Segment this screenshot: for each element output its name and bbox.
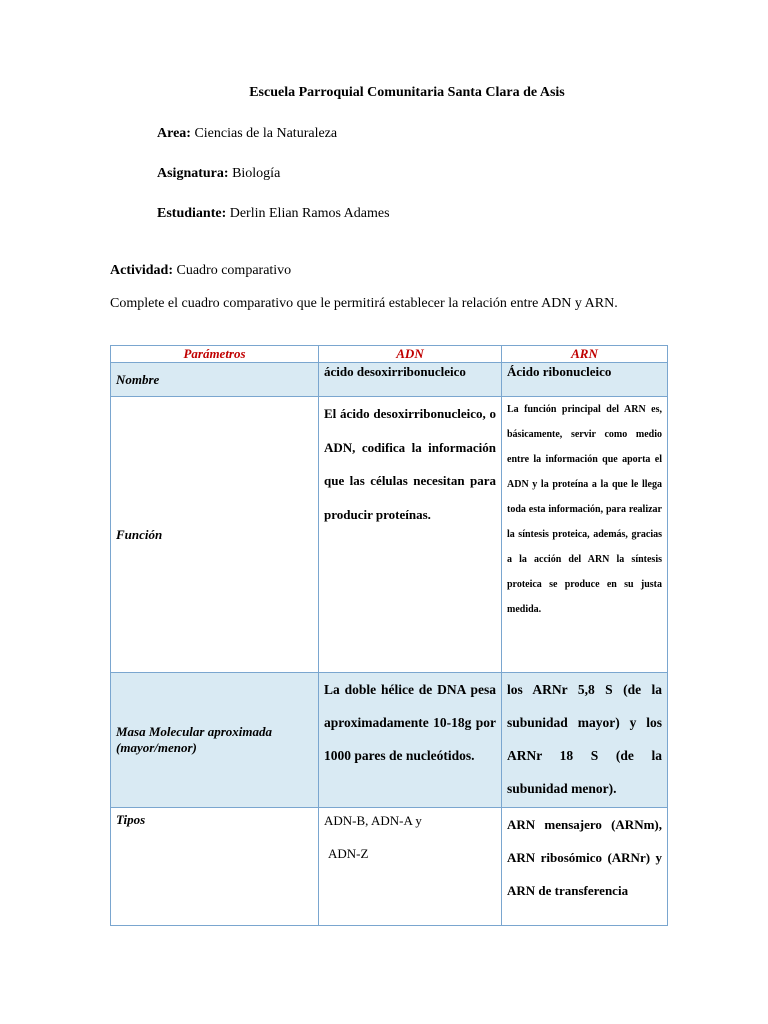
arn-funcion: La función principal del ARN es, básicamente, servir como medio entre la información que aporta el ADN y la proteína a la que le llega toda esta información, para realizar la síntesis proteica, además, gracias a la acción del ARN la síntesis proteica se produce en su justa medida.: [502, 397, 668, 673]
header-adn: ADN: [319, 346, 502, 363]
school-title: Escuela Parroquial Comunitaria Santa Clara de Asis: [249, 85, 565, 100]
arn-nombre: Ácido ribonucleico: [502, 363, 668, 397]
table-header-row: [111, 346, 668, 363]
table-row: [111, 673, 668, 808]
adn-tipos: [319, 808, 502, 926]
student-label: Estudiante:: [157, 206, 227, 221]
activity-label: Actividad:: [110, 263, 173, 278]
adn-tipos-line2: ADN-Z: [328, 846, 369, 861]
param-nombre: Nombre: [111, 363, 319, 397]
subject-line: [157, 166, 280, 182]
table-row: [111, 363, 668, 397]
param-masa: Masa Molecular aproximada (mayor/menor): [111, 673, 319, 808]
param-funcion: Función: [111, 397, 319, 673]
area-label: Area:: [157, 126, 191, 141]
student-value: Derlin Elian Ramos Adames: [229, 206, 390, 221]
student-line: [157, 206, 390, 222]
area-value: Ciencias de la Naturaleza: [194, 126, 338, 141]
arn-masa: los ARNr 5,8 S (de la subunidad mayor) y los ARNr 18 S (de la subunidad menor).: [502, 673, 668, 808]
header-parametros: Parámetros: [111, 346, 319, 363]
activity-line: [110, 263, 291, 279]
subject-value: Biología: [232, 166, 281, 181]
subject-label: Asignatura:: [157, 166, 229, 181]
comparison-table: [110, 345, 668, 926]
arn-tipos: ARN mensajero (ARNm), ARN ribosómico (ARNr) y ARN de transferencia: [502, 808, 668, 926]
table-row: [111, 397, 668, 673]
adn-nombre: ácido desoxirribonucleico: [319, 363, 502, 397]
param-tipos: Tipos: [111, 808, 319, 926]
activity-value: Cuadro comparativo: [176, 263, 292, 278]
table-row: [111, 808, 668, 926]
adn-funcion: El ácido desoxirribonucleico, o ADN, codifica la información que las células necesitan para producir proteínas.: [319, 397, 502, 673]
adn-tipos-line1: ADN-B, ADN-A y: [324, 813, 422, 828]
header-arn: ARN: [502, 346, 668, 363]
area-line: [157, 126, 337, 142]
adn-masa: La doble hélice de DNA pesa aproximadamente 10-18g por 1000 pares de nucleótidos.: [319, 673, 502, 808]
instructions-paragraph: Complete el cuadro comparativo que le permitirá establecer la relación entre ADN y ARN.: [110, 296, 618, 311]
